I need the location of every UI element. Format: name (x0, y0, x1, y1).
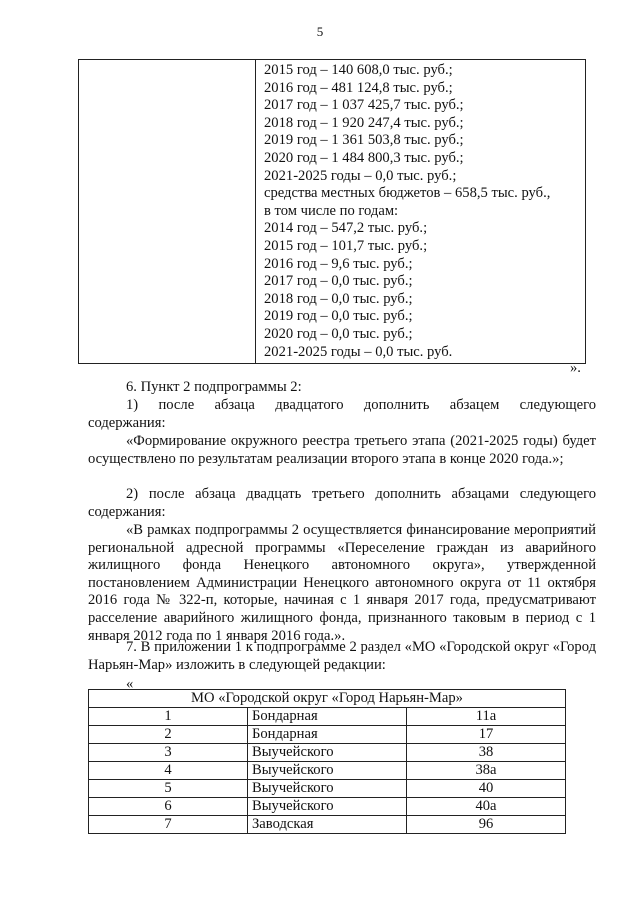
financing-line: 2019 год – 0,0 тыс. руб.; (264, 308, 413, 325)
financing-line: 2021-2025 годы – 0,0 тыс. руб.; (264, 167, 457, 184)
row-number: 6 (89, 798, 248, 816)
financing-line: 2016 год – 9,6 тыс. руб.; (264, 255, 413, 272)
house-number: 17 (407, 726, 566, 744)
item-6-1-first-line: 1) после абзаца двадцатого дополнить абзацем следующего (126, 397, 596, 413)
row-number: 4 (89, 762, 248, 780)
street-name: Выучейского (248, 744, 407, 762)
address-table-header-row (89, 690, 566, 708)
financing-line: средства местных бюджетов – 658,5 тыс. руб., (264, 185, 551, 202)
house-number: 40 (407, 780, 566, 798)
house-number: 38 (407, 744, 566, 762)
financing-line: 2019 год – 1 361 503,8 тыс. руб.; (264, 132, 464, 149)
closing-quote: ». (570, 360, 581, 376)
row-number: 5 (89, 780, 248, 798)
table-row (89, 708, 566, 726)
table-row (89, 762, 566, 780)
table-row (89, 816, 566, 834)
row-number: 1 (89, 708, 248, 726)
street-name: Бондарная (248, 726, 407, 744)
financing-line: в том числе по годам: (264, 202, 399, 219)
financing-values-cell (256, 60, 586, 364)
financing-line: 2018 год – 0,0 тыс. руб.; (264, 290, 413, 307)
street-name: Выучейского (248, 780, 407, 798)
item-6-2-first-line: 2) после абзаца двадцать третьего дополнить абзацами следующего (126, 486, 596, 502)
table-row (89, 726, 566, 744)
row-number: 2 (89, 726, 248, 744)
row-number: 7 (89, 816, 248, 834)
address-table (88, 689, 566, 834)
financing-label-cell (79, 60, 256, 364)
house-number: 40а (407, 798, 566, 816)
opening-quote: « (126, 676, 134, 692)
quote-2-paragraph: «В рамках подпрограммы 2 осуществляется финансирование мероприятий региональной адресной программы «Переселение граждан из аварийного жилищного фонда Ненецкого автономного округа», утвержденной постановлением Администрации Ненецкого автономного округа от 11 октября 2016 года № 322-п, которые, начиная с 1 января 2017 года, предусматривают расселение аварийного жилищного фонда, признанного таковым в период с 1 января 2012 года по 1 января 2016 года.». (88, 522, 596, 644)
item-6-1-rest: содержания: (88, 414, 166, 431)
financing-line: 2017 год – 0,0 тыс. руб.; (264, 273, 413, 290)
quote-1-paragraph: «Формирование окружного реестра третьего этапа (2021-2025 годы) будет осуществлено по результатам реализации второго этапа в конце 2020 года.»; (88, 433, 596, 467)
item-7-paragraph: 7. В приложении 1 к подпрограмме 2 раздел «МО «Городской округ «Город Нарьян-Мар» изложить в следующей редакции: (88, 639, 596, 673)
table-row (89, 798, 566, 816)
financing-line: 2018 год – 1 920 247,4 тыс. руб.; (264, 114, 464, 131)
street-name: Бондарная (248, 708, 407, 726)
house-number: 38а (407, 762, 566, 780)
table-row (89, 780, 566, 798)
item-6-2-rest: содержания: (88, 503, 166, 520)
financing-line: 2016 год – 481 124,8 тыс. руб.; (264, 79, 453, 96)
financing-line: 2020 год – 0,0 тыс. руб.; (264, 325, 413, 342)
item-6-heading: 6. Пункт 2 подпрограммы 2: (126, 379, 302, 395)
financing-table (78, 59, 586, 364)
financing-line: 2017 год – 1 037 425,7 тыс. руб.; (264, 97, 464, 114)
table-row (89, 744, 566, 762)
item-6-1-paragraph (88, 397, 596, 432)
financing-line: 2015 год – 101,7 тыс. руб.; (264, 237, 428, 254)
financing-line: 2020 год – 1 484 800,3 тыс. руб.; (264, 149, 464, 166)
row-number: 3 (89, 744, 248, 762)
house-number: 11а (407, 708, 566, 726)
financing-line: 2021-2025 годы – 0,0 тыс. руб. (264, 343, 453, 360)
street-name: Заводская (248, 816, 407, 834)
house-number: 96 (407, 816, 566, 834)
financing-line: 2014 год – 547,2 тыс. руб.; (264, 220, 428, 237)
street-name: Выучейского (248, 798, 407, 816)
street-name: Выучейского (248, 762, 407, 780)
item-6-2-paragraph (88, 486, 596, 521)
address-table-header: МО «Городской округ «Город Нарьян-Мар» (89, 690, 566, 708)
financing-line: 2015 год – 140 608,0 тыс. руб.; (264, 62, 453, 78)
page-number: 5 (316, 24, 324, 39)
